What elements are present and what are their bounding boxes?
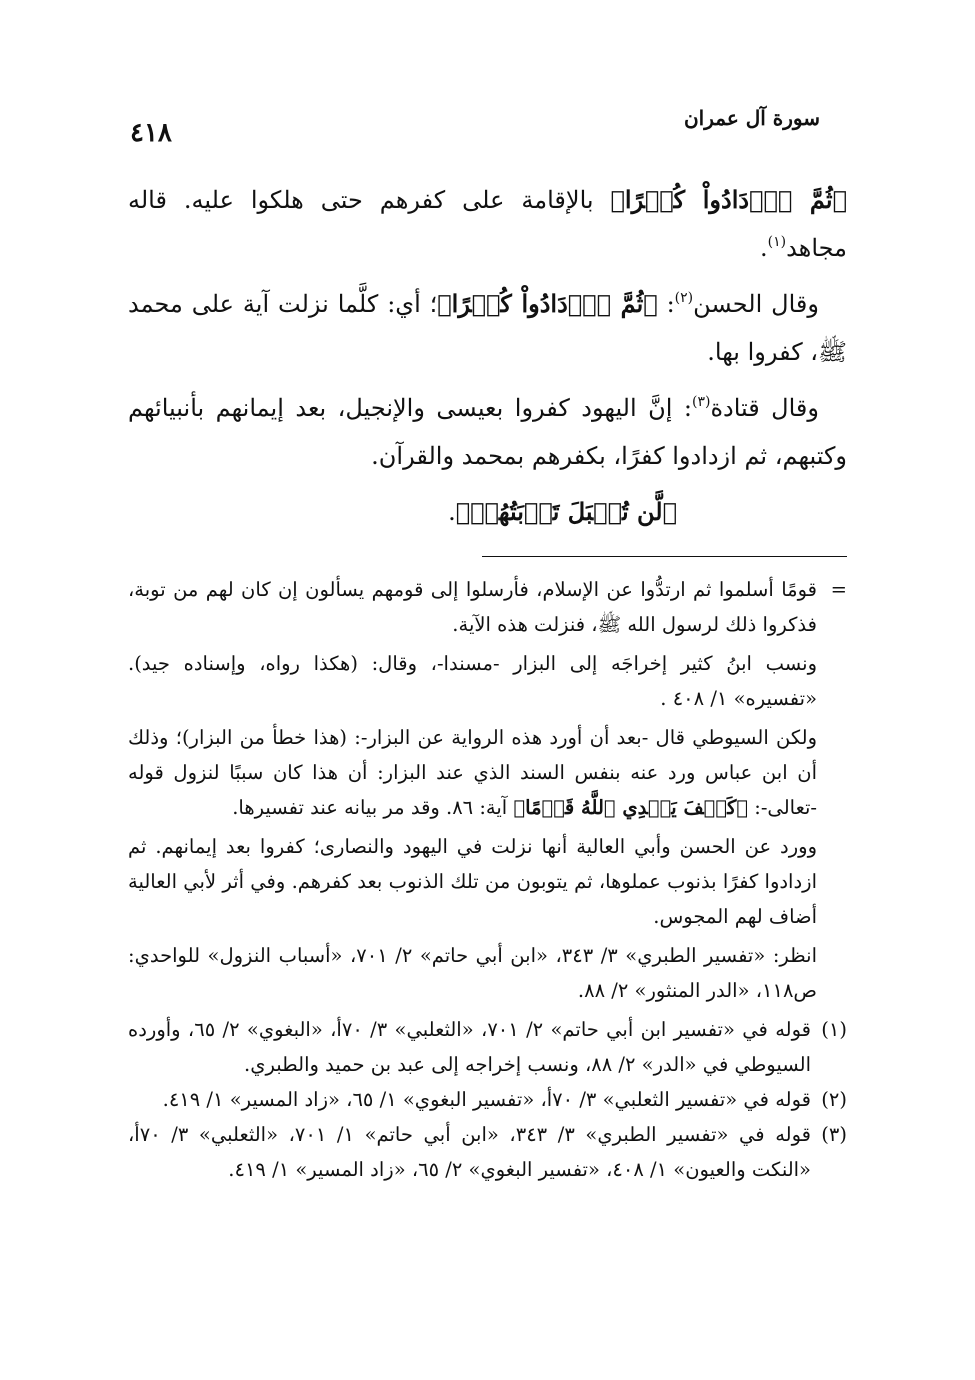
main-text (128, 176, 847, 544)
quran-verse: ﴿كَيۡفَ يَهۡدِي ٱللَّهُ قَوۡمًا﴾ (513, 796, 749, 819)
footnote-ref: (٣) (691, 394, 711, 410)
paragraph-2 (128, 280, 847, 376)
paragraph-text: بالإقامة على كفرهم حتى هلكوا عليه. قاله مجاهد (128, 186, 847, 262)
paragraph-start: وقال قتادة (710, 394, 819, 422)
footnote-number: (١) (821, 1018, 847, 1041)
paragraph-text: ؛ أي: كلَّما نزلت آية على محمد ﷺ، كفروا بها. (128, 290, 847, 366)
footnote-text: ولكن السيوطي قال -بعد أن أورد هذه الرواية عن البزار-: (هذا خطأ من البزار)؛ وذلك أن ابن عباس ورد عنه بنفس السند الذي عند البزار: أن هذا كان سببًا لنزول قوله -تعالى-: (128, 726, 817, 819)
footnote-text: آية: ٨٦. وقد مر بيانه عند تفسيرها. (232, 796, 514, 819)
footnote-number: (٢) (821, 1088, 847, 1111)
quran-verse: ﴿ثُمَّ ٱزۡدَادُواْ كُفۡرًا﴾ (437, 289, 658, 318)
paragraph-end: . (448, 498, 456, 526)
continuation-mark: = (830, 578, 847, 601)
footnote-paragraph (128, 720, 847, 825)
page-header (130, 100, 820, 150)
footnote-2 (128, 1082, 847, 1117)
surah-title: سورة آل عمران (683, 106, 820, 130)
footnote-number: (٣) (821, 1123, 847, 1146)
paragraph-3 (128, 384, 847, 480)
paragraph-1 (128, 176, 847, 272)
paragraph-end: . (759, 234, 768, 262)
footnote-paragraph: ونسب ابنُ كثير إخراجَه إلى البزار -مسندا-، وقال: (هكذا رواه، وإسناده جيد). «تفسيره» ١/ ٤٠٨ . (128, 652, 817, 710)
paragraph-start: وقال الحسن (693, 290, 819, 318)
footnote-ref: (١) (767, 234, 787, 250)
paragraph-mid: : (657, 290, 675, 318)
footnote-divider (482, 556, 847, 557)
footnote-paragraph: وورد عن الحسن وأبي العالية أنها نزلت في اليهود والنصارى؛ كفروا بعد إيمانهم. ثم ازدادوا كفرًا بذنوب عملوها، ثم يتوبون من تلك الذنوب بعد كفرهم. وفي أثر لأبي العالية أضاف لهم المجوس. (128, 835, 817, 928)
footnote-text: قوله في «تفسير الثعلبي» ٣/ ٧٠أ، «تفسير البغوي» ١/ ٦٥، «زاد المسير» ١/ ٤١٩. (162, 1088, 811, 1111)
footnote-text: قوله في «تفسير الطبري» ٣/ ٣٤٣، «ابن أبي حاتم» ١/ ٧٠١، «الثعلبي» ٣/ ٧٠أ، «النكت والعيون» ١/ ٤٠٨، «تفسير البغوي» ٢/ ٦٥، «زاد المسير» ١/ ٤١٩. (128, 1123, 811, 1181)
paragraph-text: : إنَّ اليهود كفروا بعيسى والإنجيل، بعد إيمانهم بأنبيائهم وكتبهم، ثم ازدادوا كفرًا، بكفرهم بمحمد والقرآن. (128, 394, 847, 470)
footnote-3 (128, 1117, 847, 1187)
page-number: ٤١٨ (130, 118, 172, 148)
footnote-paragraph: انظر: «تفسير الطبري» ٣/ ٣٤٣، «ابن أبي حاتم» ٢/ ٧٠١، «أسباب النزول» للواحدي: ص١١٨، «الدر المنثور» ٢/ ٨٨. (128, 944, 817, 1002)
paragraph-4 (128, 488, 847, 536)
footnote-text: قومًا أسلموا ثم ارتدُّوا عن الإسلام، فأرسلوا إلى قومهم يسألون إن كان لهم من توبة، فذكروا ذلك لرسول الله ﷺ، فنزلت هذه الآية. (128, 578, 817, 636)
footnotes (128, 572, 847, 1187)
footnote-ref: (٢) (674, 290, 694, 306)
footnote-1 (128, 1012, 847, 1082)
quran-verse: ﴿ثُمَّ ٱزۡدَادُواْ كُفۡرًا﴾ (610, 185, 847, 214)
quran-verse: ﴿لَّن تُقۡبَلَ تَوۡبَتُهُمۡ﴾ (455, 497, 677, 526)
footnote-continuation (128, 572, 847, 642)
footnote-text: قوله في «تفسير ابن أبي حاتم» ٢/ ٧٠١، «الثعلبي» ٣/ ٧٠أ، «البغوي» ٢/ ٦٥، وأورده السيوطي في «الدر» ٢/ ٨٨، ونسب إخراجه إلى عبد بن حميد والطبري. (128, 1018, 811, 1076)
